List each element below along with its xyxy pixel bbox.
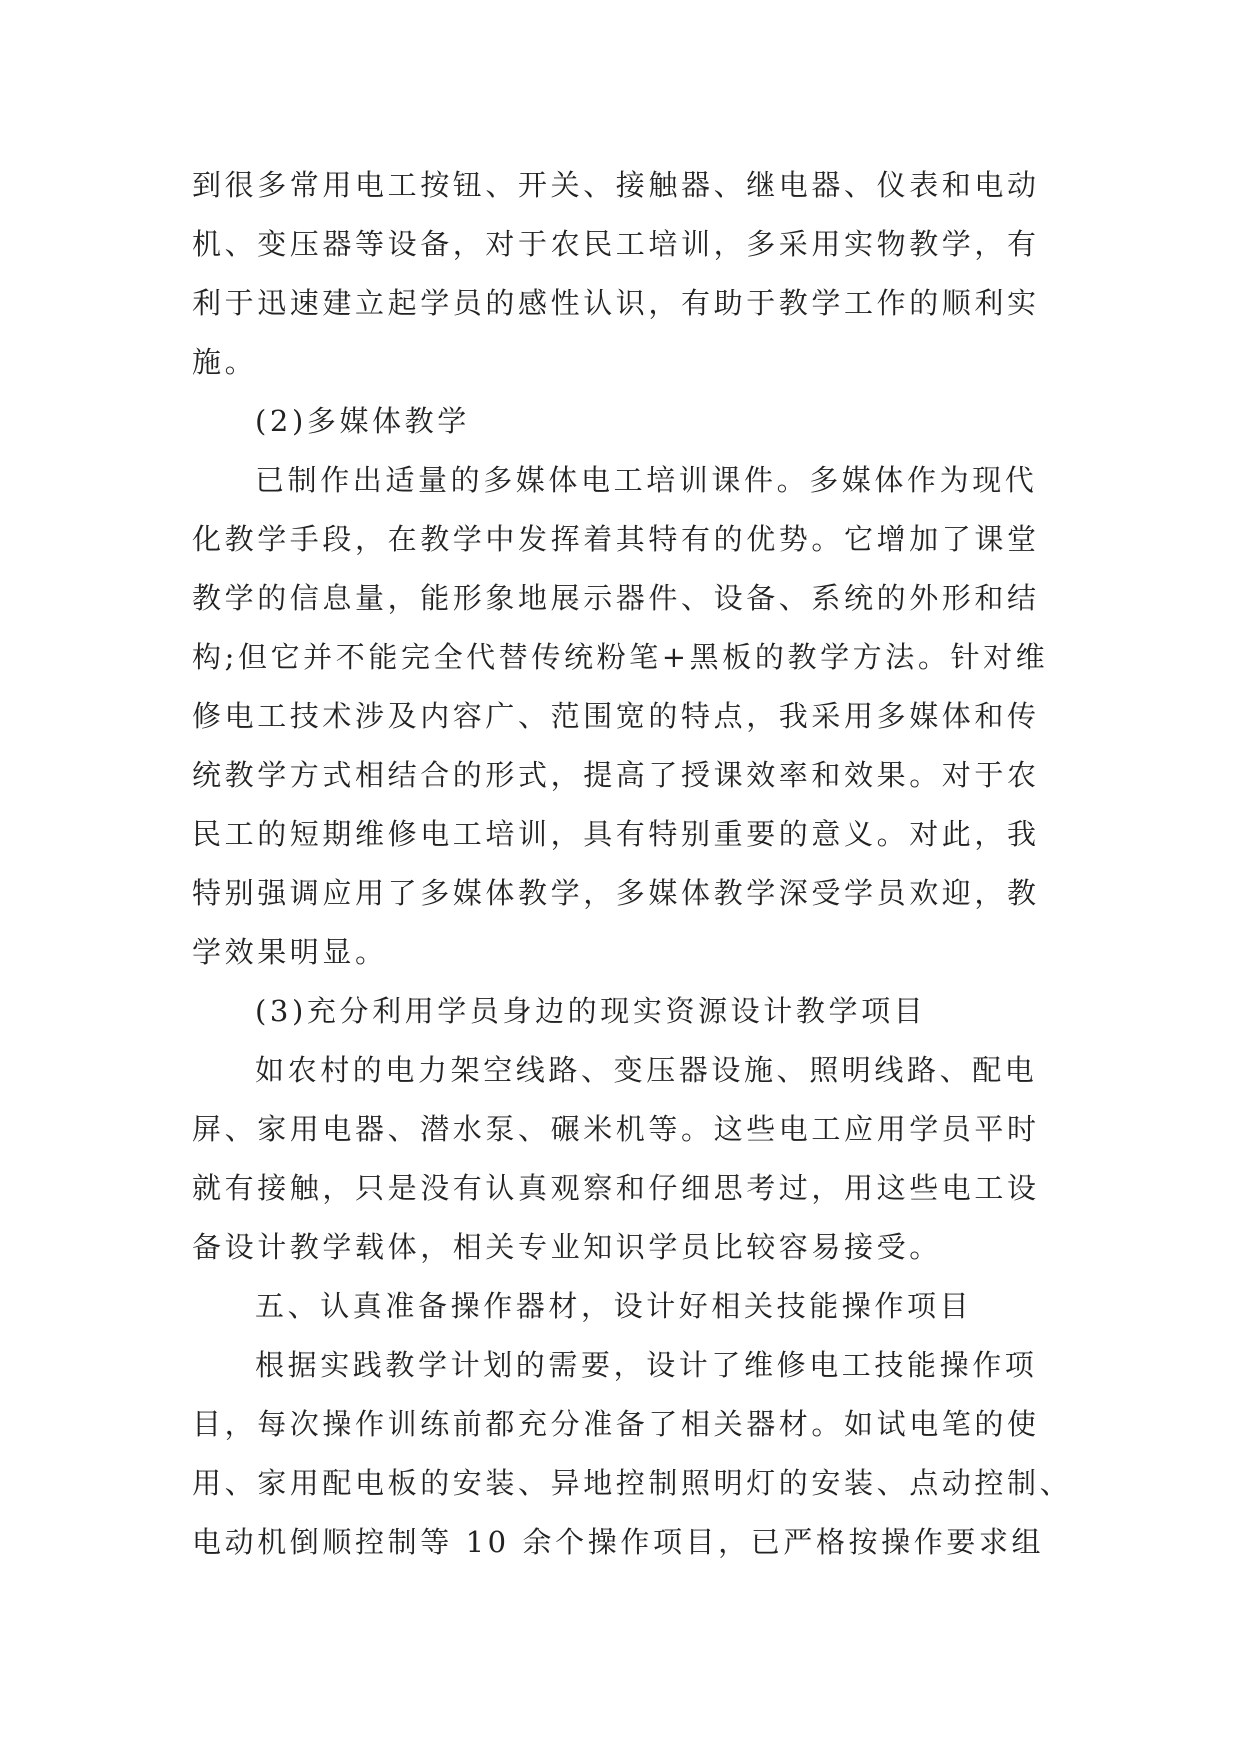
text-line: 修电工技术涉及内容广、范围宽的特点，我采用多媒体和传: [192, 699, 1040, 733]
text-line: 统教学方式相结合的形式，提高了授课效率和效果。对于农: [192, 758, 1040, 792]
text-line: 教学的信息量，能形象地展示器件、设备、系统的外形和结: [192, 581, 1040, 615]
text-line: 机、变压器等设备，对于农民工培训，多采用实物教学，有: [192, 227, 1040, 261]
text-line: 化教学手段，在教学中发挥着其特有的优势。它增加了课堂: [192, 522, 1040, 556]
text-line: 利于迅速建立起学员的感性认识，有助于教学工作的顺利实: [192, 286, 1040, 320]
text-line: 如农村的电力架空线路、变压器设施、照明线路、配电: [255, 1053, 1038, 1087]
section-heading: 五、认真准备操作器材，设计好相关技能操作项目: [255, 1289, 973, 1323]
text-line: 民工的短期维修电工培训，具有特别重要的意义。对此，我: [192, 817, 1040, 851]
text-line: 屏、家用电器、潜水泵、碾米机等。这些电工应用学员平时: [192, 1112, 1040, 1146]
text-line: 目，每次操作训练前都充分准备了相关器材。如试电笔的使: [192, 1407, 1040, 1441]
text-line: 就有接触，只是没有认真观察和仔细思考过，用这些电工设: [192, 1171, 1040, 1205]
text-line: 用、家用配电板的安装、异地控制照明灯的安装、点动控制、: [192, 1466, 1073, 1500]
text-line: 到很多常用电工按钮、开关、接触器、继电器、仪表和电动: [192, 168, 1040, 202]
section-heading: (3)充分利用学员身边的现实资源设计教学项目: [255, 994, 927, 1028]
section-heading: (2)多媒体教学: [255, 404, 470, 438]
text-line: 电动机倒顺控制等 10 余个操作项目，已严格按操作要求组: [192, 1525, 1045, 1559]
text-line: 根据实践教学计划的需要，设计了维修电工技能操作项: [255, 1348, 1038, 1382]
text-line: 构;但它并不能完全代替传统粉笔+黑板的教学方法。针对维: [192, 640, 1049, 674]
text-line: 施。: [192, 345, 258, 379]
text-line: 已制作出适量的多媒体电工培训课件。多媒体作为现代: [255, 463, 1038, 497]
text-line: 特别强调应用了多媒体教学，多媒体教学深受学员欢迎，教: [192, 876, 1040, 910]
text-line: 学效果明显。: [192, 935, 388, 969]
text-line: 备设计教学载体，相关专业知识学员比较容易接受。: [192, 1230, 942, 1264]
